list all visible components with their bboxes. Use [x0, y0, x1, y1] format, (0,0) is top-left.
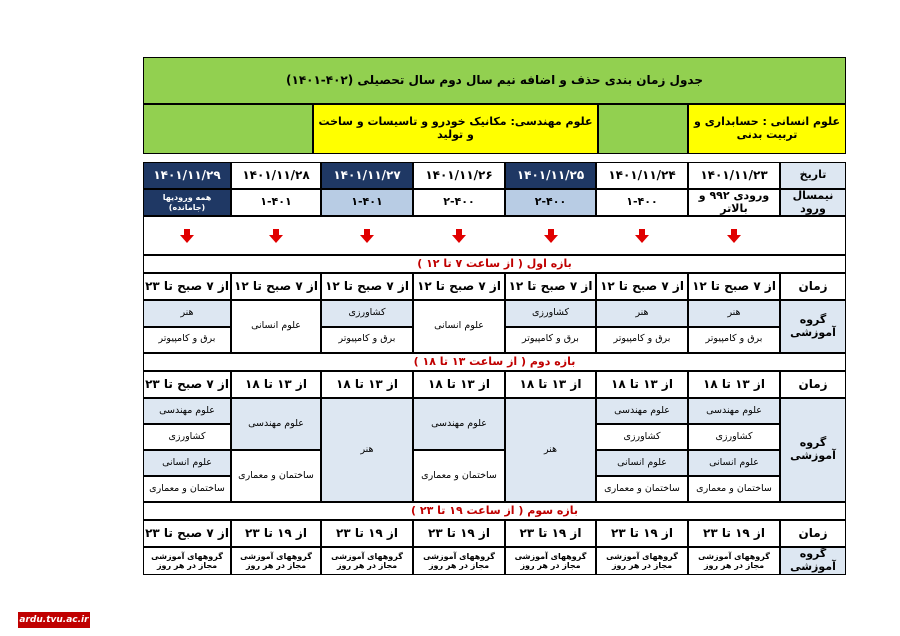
group-cell: گروههای آموزشی مجاز در هر روز [688, 547, 780, 575]
time-cell: از ۱۳ تا ۱۸ [413, 371, 505, 398]
group-cell: گروههای آموزشی مجاز در هر روز [596, 547, 688, 575]
group-cell: کشاورزی [505, 300, 596, 327]
group-cell: کشاورزی [596, 424, 688, 450]
time-cell: از ۷ صبح تا ۱۲ [596, 273, 688, 300]
label-semester: نیمسال ورود [780, 189, 846, 216]
group-cell: هنر [143, 300, 231, 327]
time-cell: از ۱۳ تا ۱۸ [596, 371, 688, 398]
date-cell: ۱۴۰۱/۱۱/۲۹ [143, 162, 231, 189]
group-cell: علوم انسانی [413, 300, 505, 353]
group-cell: هنر [505, 398, 596, 502]
group-cell: هنر [321, 398, 413, 502]
time-cell: از ۷ صبح تا ۲۳ [143, 371, 231, 398]
group-cell: کشاورزی [321, 300, 413, 327]
time-cell: از ۱۹ تا ۲۳ [231, 520, 321, 547]
group-cell: ساختمان و معماری [231, 450, 321, 502]
site-logo: ardu.tvu.ac.ir [18, 612, 90, 628]
date-cell: ۱۴۰۱/۱۱/۲۴ [596, 162, 688, 189]
date-cell: ۱۴۰۱/۱۱/۲۵ [505, 162, 596, 189]
date-cell: ۱۴۰۱/۱۱/۲۷ [321, 162, 413, 189]
group-cell: برق و کامپیوتر [596, 327, 688, 354]
group-cell: گروههای آموزشی مجاز در هر روز [143, 547, 231, 575]
group-cell: گروههای آموزشی مجاز در هر روز [505, 547, 596, 575]
time-cell: از ۱۹ تا ۲۳ [505, 520, 596, 547]
date-cell: ۱۴۰۱/۱۱/۲۳ [688, 162, 780, 189]
group-cell: ساختمان و معماری [413, 450, 505, 502]
group-cell: علوم مهندسی [143, 398, 231, 424]
group-cell: علوم انسانی [688, 450, 780, 476]
group-cell: علوم مهندسی [688, 398, 780, 424]
time-cell: از ۱۳ تا ۱۸ [321, 371, 413, 398]
label-time: زمان [780, 520, 846, 547]
group-cell: ساختمان و معماری [143, 476, 231, 502]
semester-cell: ورودی ۹۹۲ و بالاتر [688, 189, 780, 216]
group-spacer [143, 104, 313, 154]
group-cell: هنر [688, 300, 780, 327]
group-cell: علوم مهندسی [231, 398, 321, 450]
down-arrow-icon [726, 228, 742, 244]
group-cell: برق و کامپیوتر [688, 327, 780, 354]
time-cell: از ۱۳ تا ۱۸ [688, 371, 780, 398]
time-cell: از ۱۹ تا ۲۳ [321, 520, 413, 547]
group-humanities: علوم انسانی : حسابداری و تربیت بدنی [688, 104, 846, 154]
time-cell: از ۷ صبح تا ۱۲ [688, 273, 780, 300]
schedule-table [143, 57, 846, 575]
label-date: تاریخ [780, 162, 846, 189]
label-time: زمان [780, 371, 846, 398]
spacer-row [143, 154, 846, 162]
time-cell: از ۷ صبح تا ۲۳ [143, 273, 231, 300]
time-cell: از ۱۹ تا ۲۳ [596, 520, 688, 547]
group-cell: گروههای آموزشی مجاز در هر روز [231, 547, 321, 575]
group-cell: علوم انسانی [143, 450, 231, 476]
group-cell: برق و کامپیوتر [321, 327, 413, 354]
group-cell: علوم مهندسی [413, 398, 505, 450]
date-cell: ۱۴۰۱/۱۱/۲۶ [413, 162, 505, 189]
period-title: بازه دوم ( از ساعت ۱۳ تا ۱۸ ) [143, 353, 846, 371]
label-time: زمان [780, 273, 846, 300]
time-cell: از ۷ صبح تا ۲۳ [143, 520, 231, 547]
period-title: بازه سوم ( از ساعت ۱۹ تا ۲۳ ) [143, 502, 846, 520]
time-cell: از ۱۹ تا ۲۳ [413, 520, 505, 547]
semester-cell: ۲-۴۰۰ [505, 189, 596, 216]
semester-cell: ۱-۴۰۱ [321, 189, 413, 216]
group-cell: کشاورزی [143, 424, 231, 450]
group-engineering: علوم مهندسی: مکانیک خودرو و تاسیسات و ساخت و تولید [313, 104, 598, 154]
down-arrow-icon [543, 228, 559, 244]
time-cell: از ۷ صبح تا ۱۲ [413, 273, 505, 300]
semester-cell: همه ورودیها (جامانده) [143, 189, 231, 216]
time-cell: از ۱۹ تا ۲۳ [688, 520, 780, 547]
group-cell: ساختمان و معماری [688, 476, 780, 502]
label-edu-group: گروه آموزشی [780, 398, 846, 502]
semester-cell: ۲-۴۰۰ [413, 189, 505, 216]
group-cell: علوم انسانی [231, 300, 321, 353]
date-cell: ۱۴۰۱/۱۱/۲۸ [231, 162, 321, 189]
table-title: جدول زمان بندی حذف و اضافه نیم سال دوم سال تحصیلی (۴۰۲-۱۴۰۱) [143, 57, 846, 104]
group-cell: گروههای آموزشی مجاز در هر روز [413, 547, 505, 575]
time-cell: از ۱۳ تا ۱۸ [231, 371, 321, 398]
group-cell: گروههای آموزشی مجاز در هر روز [321, 547, 413, 575]
semester-cell: ۱-۴۰۰ [596, 189, 688, 216]
group-cell: هنر [596, 300, 688, 327]
time-cell: از ۷ صبح تا ۱۲ [231, 273, 321, 300]
group-cell: علوم مهندسی [596, 398, 688, 424]
time-cell: از ۷ صبح تا ۱۲ [321, 273, 413, 300]
semester-cell: ۱-۴۰۱ [231, 189, 321, 216]
group-spacer [598, 104, 688, 154]
down-arrow-icon [359, 228, 375, 244]
group-cell: ساختمان و معماری [596, 476, 688, 502]
time-cell: از ۱۳ تا ۱۸ [505, 371, 596, 398]
down-arrow-icon [451, 228, 467, 244]
group-cell: برق و کامپیوتر [505, 327, 596, 354]
group-cell: علوم انسانی [596, 450, 688, 476]
down-arrow-icon [634, 228, 650, 244]
down-arrow-icon [268, 228, 284, 244]
group-cell: برق و کامپیوتر [143, 327, 231, 354]
label-edu-group: گروه آموزشی [780, 547, 846, 575]
label-edu-group: گروه آموزشی [780, 300, 846, 353]
period-title: بازه اول ( از ساعت ۷ تا ۱۲ ) [143, 255, 846, 273]
time-cell: از ۷ صبح تا ۱۲ [505, 273, 596, 300]
group-cell: کشاورزی [688, 424, 780, 450]
down-arrow-icon [179, 228, 195, 244]
